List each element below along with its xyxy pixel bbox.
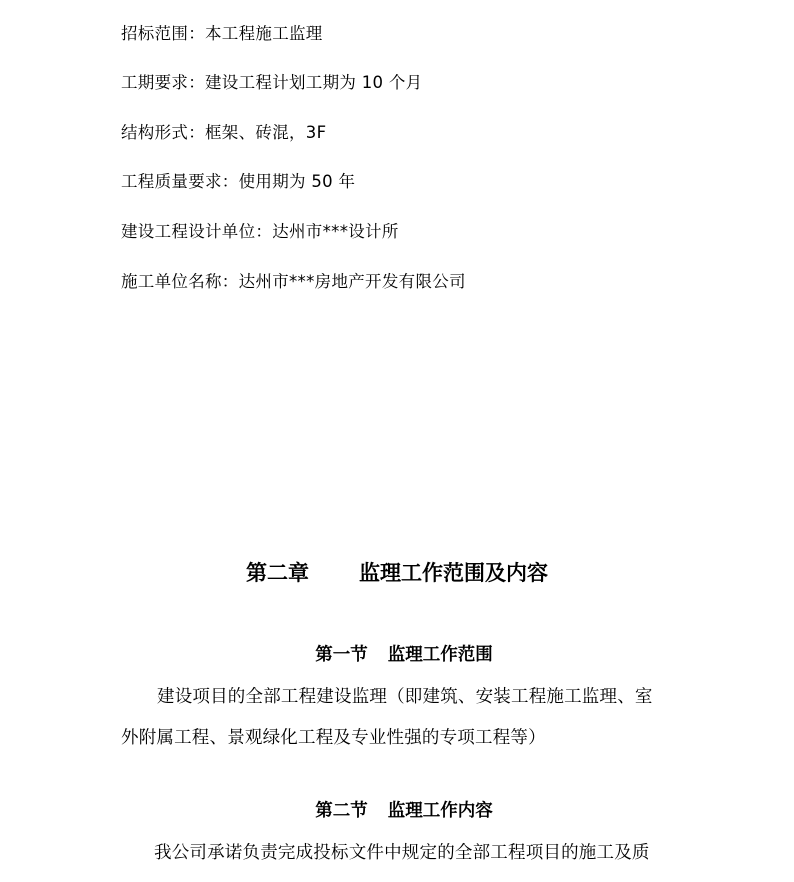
- design-unit-line: 建设工程设计单位：达州市***设计所: [121, 222, 399, 241]
- section-1-number: 第一节: [315, 645, 368, 665]
- section-2-title-text: 监理工作内容: [387, 801, 493, 821]
- section-2-paragraph-line-1: 我公司承诺负责完成投标文件中规定的全部工程项目的施工及质: [154, 843, 650, 863]
- construction-unit-line: 施工单位名称：达州市***房地产开发有限公司: [121, 272, 466, 291]
- bid-scope-line: 招标范围：本工程施工监理: [121, 24, 323, 43]
- chapter-heading: [0, 559, 794, 587]
- quality-requirement-line: 工程质量要求：使用期为 50 年: [121, 172, 356, 191]
- section-1-paragraph-line-2: 外附属工程、景观绿化工程及专业性强的专项工程等）: [121, 728, 546, 748]
- chapter-number: 第二章: [246, 561, 309, 585]
- structure-form-line: 结构形式：框架、砖混，3F: [121, 123, 327, 142]
- section-2-heading: [0, 799, 794, 823]
- section-1-title-text: 监理工作范围: [387, 645, 493, 665]
- chapter-title-text: 监理工作范围及内容: [359, 561, 548, 585]
- section-2-number: 第二节: [315, 801, 368, 821]
- section-1-heading: [0, 643, 794, 667]
- section-1-paragraph-line-1: 建设项目的全部工程建设监理（即建筑、安装工程施工监理、室: [157, 687, 653, 707]
- schedule-requirement-line: 工期要求：建设工程计划工期为 10 个月: [121, 73, 423, 92]
